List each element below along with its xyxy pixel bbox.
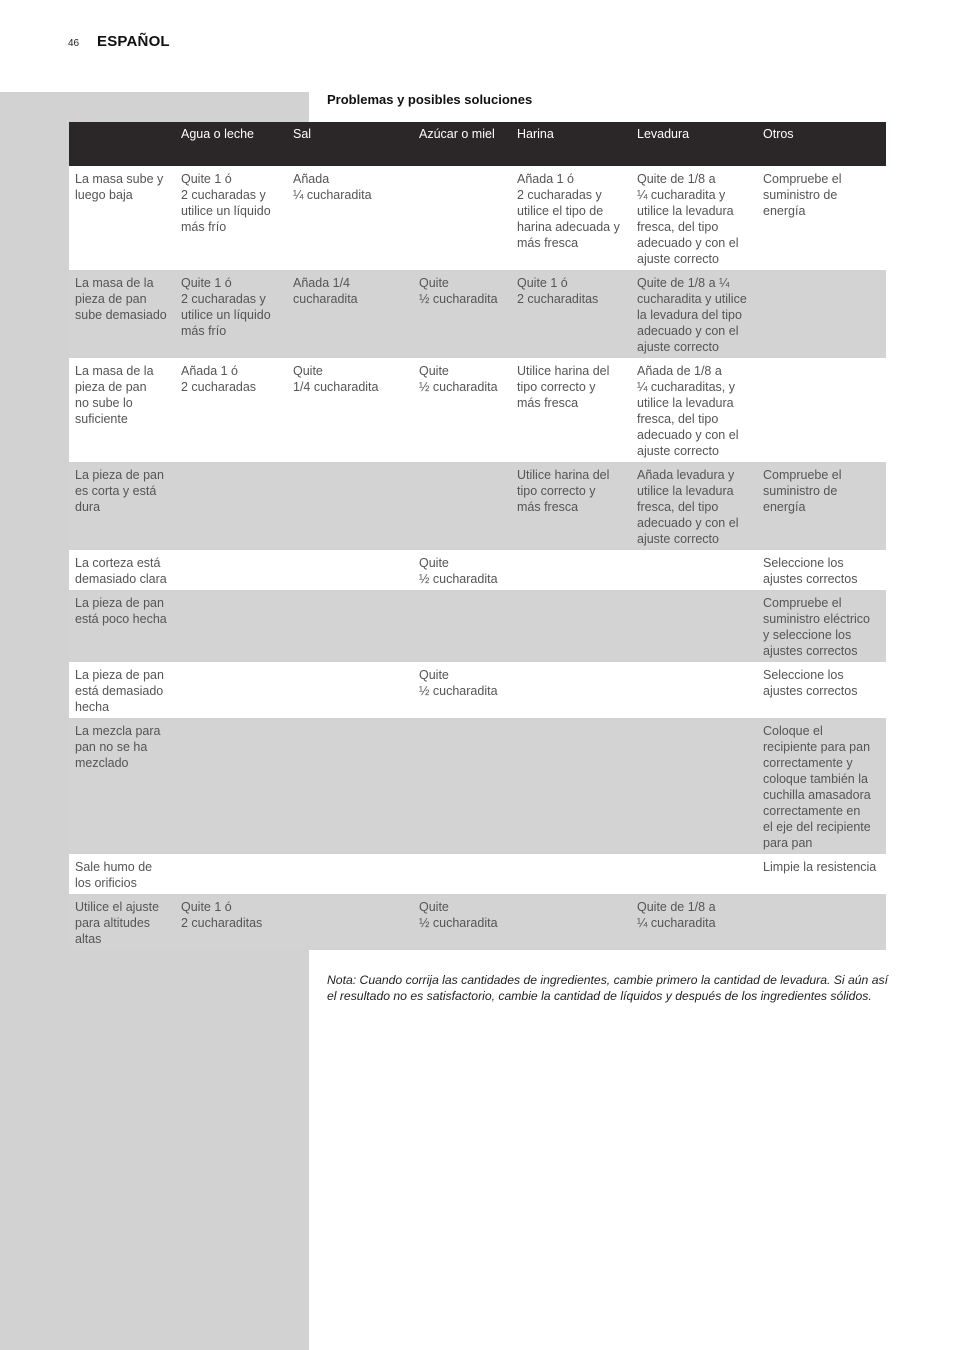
solution-cell: [413, 166, 511, 270]
solution-cell: [287, 166, 413, 270]
cell-text: cucharadita: [293, 292, 358, 306]
solution-cell: [757, 270, 886, 358]
solution-cell: [511, 550, 631, 590]
cell-text: para pan: [763, 836, 813, 850]
cell-text: suficiente: [75, 412, 128, 426]
solution-cell: [175, 894, 287, 950]
cell-text: La mezcla para: [75, 724, 161, 738]
solution-cell: [631, 550, 757, 590]
cell-text: más fresca: [517, 236, 579, 250]
cell-text: Coloque el: [763, 724, 823, 738]
solution-cell: [757, 462, 886, 550]
solution-cell: [757, 718, 886, 854]
cell-text: ajuste correcto: [637, 252, 719, 266]
solution-cell: [413, 550, 511, 590]
solution-cell: [287, 894, 413, 950]
problem-cell: [69, 854, 175, 894]
cell-text: más frío: [181, 220, 227, 234]
cell-text: 1/4 cucharadita: [293, 380, 379, 394]
cell-text: La pieza de pan: [75, 596, 164, 610]
cell-text: ½ cucharadita: [419, 292, 498, 306]
solution-cell: [175, 166, 287, 270]
table-header-row: [69, 122, 886, 166]
cell-text: adecuado y con el: [637, 516, 739, 530]
solution-cell: [413, 662, 511, 718]
note-line: Nota: Cuando corrija las cantidades de ingredientes, cambie primero la cantidad de levadura. Si aún así: [327, 973, 888, 987]
problem-cell: [69, 270, 175, 358]
column-header: Levadura: [631, 122, 757, 166]
problem-cell: [69, 462, 175, 550]
cell-text: ½ cucharadita: [419, 380, 498, 394]
solution-cell: [413, 590, 511, 662]
table-row: [69, 462, 886, 550]
cell-text: tipo correcto y: [517, 484, 596, 498]
solution-cell: [175, 662, 287, 718]
solution-cell: [287, 854, 413, 894]
solution-cell: [631, 462, 757, 550]
cell-text: Quite: [419, 364, 449, 378]
cell-text: utilice la levadura: [637, 396, 734, 410]
cell-text: Quite: [419, 668, 449, 682]
cell-text: ajustes correctos: [763, 684, 858, 698]
note-text: [327, 972, 887, 1004]
table-row: [69, 662, 886, 718]
note-line: el resultado no es satisfactorio, cambie la cantidad de líquidos y después de los ingredientes sólidos.: [327, 989, 872, 1003]
solution-cell: [757, 166, 886, 270]
cell-text: 2 cucharaditas: [181, 916, 263, 930]
page-number: 46: [68, 38, 80, 49]
cell-text: 2 cucharaditas: [517, 292, 599, 306]
solution-cell: [287, 718, 413, 854]
problem-cell: [69, 662, 175, 718]
cell-text: La pieza de pan: [75, 468, 164, 482]
cell-text: Quite de 1/8 a ¼: [637, 276, 730, 290]
solution-cell: [511, 462, 631, 550]
column-header: Sal: [287, 122, 413, 166]
cell-text: fresca, del tipo: [637, 500, 719, 514]
solution-cell: [413, 358, 511, 462]
solution-cell: [413, 854, 511, 894]
cell-text: Compruebe el: [763, 596, 842, 610]
cell-text: Quite: [419, 900, 449, 914]
cell-text: luego baja: [75, 188, 133, 202]
cell-text: recipiente para pan: [763, 740, 871, 754]
cell-text: ajuste correcto: [637, 532, 719, 546]
cell-text: más fresca: [517, 500, 579, 514]
cell-text: Añada 1 ó: [517, 172, 574, 186]
solution-cell: [175, 270, 287, 358]
cell-text: coloque también la: [763, 772, 868, 786]
cell-text: Quite 1 ó: [181, 172, 232, 186]
cell-text: está demasiado: [75, 684, 164, 698]
solution-cell: [511, 270, 631, 358]
cell-text: 2 cucharadas y: [181, 292, 266, 306]
solution-cell: [413, 894, 511, 950]
cell-text: suministro eléctrico: [763, 612, 870, 626]
solution-cell: [413, 462, 511, 550]
cell-text: dura: [75, 500, 101, 514]
cell-text: fresca, del tipo: [637, 412, 719, 426]
problem-cell: [69, 550, 175, 590]
cell-text: Utilice harina del: [517, 468, 610, 482]
solution-cell: [757, 550, 886, 590]
solution-cell: [757, 662, 886, 718]
cell-text: el eje del recipiente: [763, 820, 871, 834]
cell-text: utilice la levadura: [637, 204, 734, 218]
cell-text: cucharadita y utilice: [637, 292, 747, 306]
cell-text: más frío: [181, 324, 227, 338]
solution-cell: [511, 718, 631, 854]
solution-cell: [175, 550, 287, 590]
cell-text: no sube lo: [75, 396, 133, 410]
cell-text: ¼ cucharadita: [293, 188, 372, 202]
solution-cell: [511, 662, 631, 718]
table-row: [69, 718, 886, 854]
cell-text: Sale humo de: [75, 860, 153, 874]
cell-text: pieza de pan: [75, 380, 147, 394]
column-header: Agua o leche: [175, 122, 287, 166]
cell-text: Añada levadura y: [637, 468, 735, 482]
cell-text: La pieza de pan: [75, 668, 164, 682]
problem-cell: [69, 166, 175, 270]
cell-text: Quite de 1/8 a: [637, 172, 716, 186]
solution-cell: [631, 662, 757, 718]
solution-cell: [631, 270, 757, 358]
solution-cell: [287, 270, 413, 358]
cell-text: correctamente en: [763, 804, 861, 818]
cell-text: ¼ cucharadita: [637, 916, 716, 930]
cell-text: ¼ cucharadita y: [637, 188, 726, 202]
cell-text: Quite 1 ó: [517, 276, 568, 290]
cell-text: Limpie la resistencia: [763, 860, 877, 874]
solution-cell: [175, 718, 287, 854]
solution-cell: [175, 854, 287, 894]
table-row: [69, 590, 886, 662]
cell-text: Quite: [419, 276, 449, 290]
cell-text: Añada de 1/8 a: [637, 364, 722, 378]
cell-text: Quite de 1/8 a: [637, 900, 716, 914]
solution-cell: [631, 894, 757, 950]
table-row: [69, 358, 886, 462]
cell-text: adecuado y con el: [637, 324, 739, 338]
cell-text: utilice la levadura: [637, 484, 734, 498]
cell-text: Compruebe el: [763, 468, 842, 482]
cell-text: ½ cucharadita: [419, 684, 498, 698]
cell-text: Quite 1 ó: [181, 900, 232, 914]
cell-text: harina adecuada y: [517, 220, 620, 234]
solution-cell: [287, 662, 413, 718]
cell-text: adecuado y con el: [637, 236, 739, 250]
cell-text: energía: [763, 204, 806, 218]
solution-cell: [757, 894, 886, 950]
section-title: Problemas y posibles soluciones: [327, 92, 533, 107]
column-header: Azúcar o miel: [413, 122, 511, 166]
solution-cell: [631, 166, 757, 270]
language-title: ESPAÑOL: [97, 33, 170, 50]
cell-text: utilice un líquido: [181, 308, 271, 322]
cell-text: altas: [75, 932, 102, 946]
table-row: [69, 894, 886, 950]
solution-cell: [757, 590, 886, 662]
cell-text: cuchilla amasadora: [763, 788, 871, 802]
solution-cell: [511, 854, 631, 894]
cell-text: Quite 1 ó: [181, 276, 232, 290]
solution-cell: [175, 462, 287, 550]
cell-text: Quite: [419, 556, 449, 570]
column-header: [69, 122, 175, 166]
table-row: [69, 550, 886, 590]
cell-text: ½ cucharadita: [419, 916, 498, 930]
cell-text: más fresca: [517, 396, 579, 410]
solution-cell: [287, 462, 413, 550]
problem-cell: [69, 894, 175, 950]
solution-cell: [175, 358, 287, 462]
table-row: [69, 854, 886, 894]
solution-cell: [511, 590, 631, 662]
solution-cell: [511, 166, 631, 270]
cell-text: correctamente y: [763, 756, 853, 770]
cell-text: 2 cucharadas y: [181, 188, 266, 202]
cell-text: mezclado: [75, 756, 129, 770]
cell-text: ¼ cucharaditas, y: [637, 380, 735, 394]
cell-text: para altitudes: [75, 916, 151, 930]
cell-text: ajuste correcto: [637, 444, 719, 458]
solution-cell: [413, 718, 511, 854]
table-body: [69, 166, 886, 950]
cell-text: La masa de la: [75, 364, 154, 378]
cell-text: ½ cucharadita: [419, 572, 498, 586]
solution-cell: [287, 358, 413, 462]
cell-text: está poco hecha: [75, 612, 167, 626]
cell-text: Quite: [293, 364, 323, 378]
solution-cell: [287, 550, 413, 590]
cell-text: La masa sube y: [75, 172, 164, 186]
cell-text: Compruebe el: [763, 172, 842, 186]
problem-cell: [69, 358, 175, 462]
cell-text: 2 cucharadas y: [517, 188, 602, 202]
solution-cell: [631, 590, 757, 662]
cell-text: los orificios: [75, 876, 137, 890]
cell-text: ajuste correcto: [637, 340, 719, 354]
solution-cell: [631, 718, 757, 854]
cell-text: utilice el tipo de: [517, 204, 604, 218]
cell-text: suministro de: [763, 484, 838, 498]
cell-text: La corteza está: [75, 556, 161, 570]
table-row: [69, 166, 886, 270]
cell-text: pieza de pan: [75, 292, 147, 306]
cell-text: energía: [763, 500, 806, 514]
solution-cell: [631, 358, 757, 462]
solution-cell: [287, 590, 413, 662]
cell-text: Añada 1 ó: [181, 364, 238, 378]
cell-text: pan no se ha: [75, 740, 148, 754]
problem-cell: [69, 718, 175, 854]
cell-text: sube demasiado: [75, 308, 167, 322]
cell-text: tipo correcto y: [517, 380, 596, 394]
column-header: Otros: [757, 122, 886, 166]
cell-text: es corta y está: [75, 484, 157, 498]
cell-text: Seleccione los: [763, 668, 844, 682]
table-row: [69, 270, 886, 358]
cell-text: Utilice harina del: [517, 364, 610, 378]
solution-cell: [175, 590, 287, 662]
cell-text: y seleccione los: [763, 628, 852, 642]
solution-cell: [631, 854, 757, 894]
solution-cell: [757, 358, 886, 462]
solution-cell: [511, 358, 631, 462]
column-header: Harina: [511, 122, 631, 166]
cell-text: demasiado clara: [75, 572, 167, 586]
problem-cell: [69, 590, 175, 662]
solution-cell: [511, 894, 631, 950]
cell-text: adecuado y con el: [637, 428, 739, 442]
cell-text: hecha: [75, 700, 110, 714]
cell-text: suministro de: [763, 188, 838, 202]
cell-text: La masa de la: [75, 276, 154, 290]
cell-text: Añada: [293, 172, 330, 186]
cell-text: Utilice el ajuste: [75, 900, 160, 914]
cell-text: Seleccione los: [763, 556, 844, 570]
cell-text: la levadura del tipo: [637, 308, 742, 322]
cell-text: fresca, del tipo: [637, 220, 719, 234]
cell-text: ajustes correctos: [763, 572, 858, 586]
cell-text: utilice un líquido: [181, 204, 271, 218]
troubleshooting-table: [69, 122, 886, 950]
cell-text: Añada 1/4: [293, 276, 350, 290]
cell-text: ajustes correctos: [763, 644, 858, 658]
solution-cell: [413, 270, 511, 358]
solution-cell: [757, 854, 886, 894]
cell-text: 2 cucharadas: [181, 380, 257, 394]
